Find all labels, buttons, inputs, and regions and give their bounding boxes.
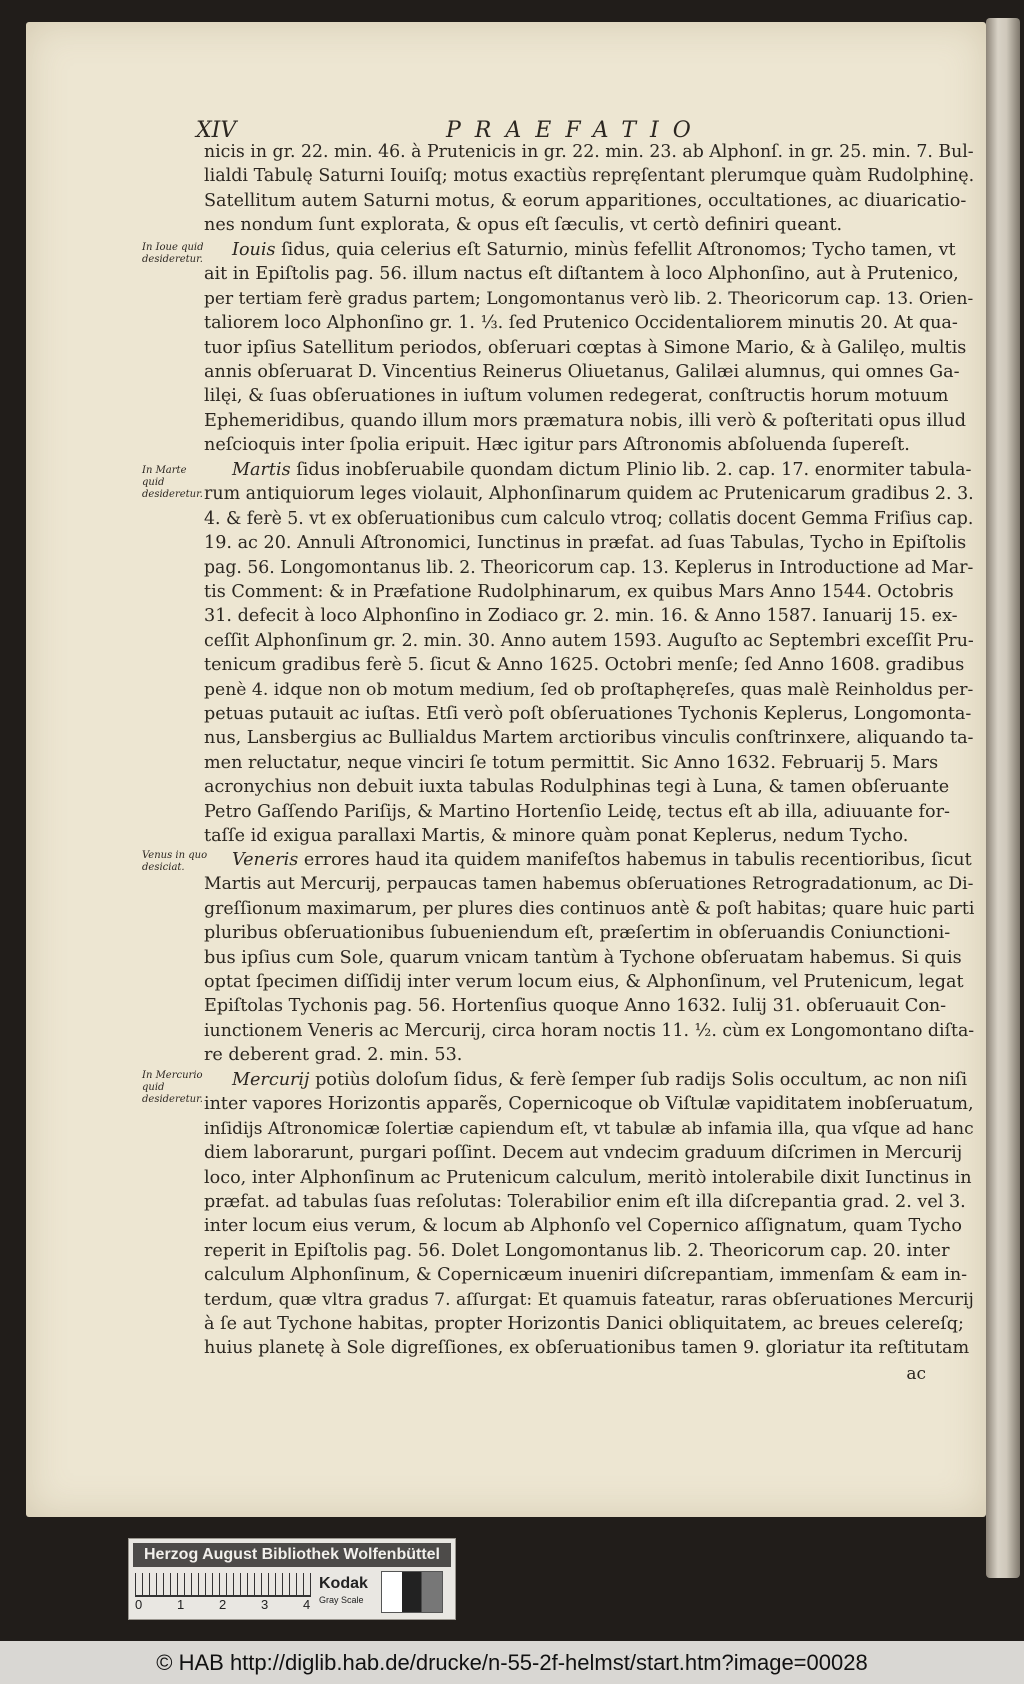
line-text: Petro Gaſſendo Pariſijs, & Martino Hortenſio Leidę, tectus eſt ab illa, adiuuante for-	[204, 801, 950, 822]
text-line	[204, 433, 974, 457]
text-line	[204, 360, 974, 384]
text-line	[204, 994, 974, 1018]
text-line	[204, 164, 974, 188]
line-text: 31. defecit à loco Alphonſino in Zodiaco gr. 2. min. 16. & Anno 1587. Ianuarij 15. ex-	[204, 606, 958, 627]
text-line	[204, 262, 974, 286]
text-line	[204, 287, 974, 311]
running-title: PRAEFATIO	[446, 118, 705, 143]
text-line	[204, 848, 974, 872]
line-text: Epiſtolas Tychonis pag. 56. Hortenſius quoque Anno 1632. Iulij 31. obſeruauit Con-	[204, 996, 947, 1017]
text-line	[204, 1190, 974, 1214]
text-line	[204, 1263, 974, 1287]
paragraph-mercury	[204, 1068, 974, 1361]
line-text: pag. 56. Longomontanus lib. 2. Theoricorum cap. 13. Keplerus in Introductione ad Mar-	[204, 557, 974, 578]
paragraph-lead-word: Iouis	[232, 240, 276, 260]
text-line	[204, 556, 974, 580]
text-line	[204, 1068, 974, 1092]
line-text: calculum Alphonſinum, & Copernicæum inueniri diſcrepantiam, immenſam & eam in-	[204, 1265, 968, 1286]
kodak-gray-scale-label: Gray Scale	[319, 1595, 364, 1605]
text-line	[204, 507, 974, 531]
paragraph-mars	[204, 458, 974, 849]
line-text: tis Comment: & in Præfatione Rudolphinarum, ex quibus Mars Anno 1544. Octobris	[204, 582, 954, 603]
line-text: 4. & ferè 5. vt ex obſeruationibus cum calculo vtroq; collatis docent Gemma Friſius cap.	[204, 508, 974, 529]
paragraph-jupiter	[204, 238, 974, 458]
catchword: ac	[906, 1364, 926, 1384]
line-text: diem laborarunt, purgari poſſint. Decem aut vndecim graduum diſcrimen in Mercurij	[204, 1143, 963, 1164]
text-line	[204, 629, 974, 653]
text-line	[204, 336, 974, 360]
paragraph-venus	[204, 848, 974, 1068]
line-text: à ſe aut Tychone habitas, propter Horizontis Danici obliquitatem, ac breues celereſq;	[204, 1314, 964, 1335]
line-text: optat ſpecimen diſſidij inter verum locum eius, & Alphonſinum, vel Prutenicum, legat	[204, 972, 964, 993]
text-line	[204, 1092, 974, 1116]
line-text: inter locum eius verum, & locum ab Alphonſo vel Copernico aſſignatum, quam Tycho	[204, 1216, 962, 1237]
text-line	[204, 726, 974, 750]
text-line	[204, 213, 974, 237]
text-line	[204, 384, 974, 408]
text-line	[204, 580, 974, 604]
line-text: errores haud ita quidem manifeſtos habemus in tabulis recentioribus, ſicut	[298, 850, 972, 870]
line-text: re deberent grad. 2. min. 53.	[204, 1045, 463, 1066]
scale-label: 2	[219, 1597, 227, 1612]
line-text: ſidus inobſeruabile quondam dictum Plinio lib. 2. cap. 17. enormiter tabula-	[290, 460, 972, 480]
text-line	[204, 140, 974, 164]
line-text: petuas putauit ac iuſtas. Etſi verò poſt obſeruationes Tychonis Keplerus, Longomonta-	[204, 704, 972, 725]
line-text: nus, Lansbergius ac Bullialdus Martem arctioribus vinculis conſtrinxere, aliquando ta-	[204, 728, 974, 749]
line-text: lilęi, & ſuas obſeruationes in iuſtum volumen redegerat, conſtructis horum motuum	[204, 386, 949, 407]
line-text: tenicum gradibus ferè 5. ſicut & Anno 1625. Octobri menſe; ſed Anno 1608. gradibus	[204, 655, 965, 676]
text-line	[204, 531, 974, 555]
line-text: Martis aut Mercurij, perpaucas tamen habemus obſeruationes Retrogradationum, ac Di-	[204, 874, 974, 895]
line-text: lialdi Tabulę Saturni Iouiſq; motus exactiùs repręſentant plerumque quàm Rudolphinę.	[204, 166, 975, 187]
text-line	[204, 800, 974, 824]
margin-note-venus: Venus in quo desiciat.	[142, 850, 208, 873]
text-line	[204, 872, 974, 896]
page-number: XIV	[196, 118, 237, 143]
line-text: annis obſeruarat D. Vincentius Reinerus Oliuetanus, Galilæi alumnus, qui omnes Ga-	[204, 362, 960, 383]
text-line	[204, 1288, 974, 1312]
text-line	[204, 653, 974, 677]
paragraph-saturn	[204, 140, 974, 238]
text-line	[204, 189, 974, 213]
text-line	[204, 238, 974, 262]
text-line	[204, 702, 974, 726]
line-text: inter vapores Horizontis apparẽs, Copernicoque ob Viſtulæ vapiditatem inobſeruatum,	[204, 1094, 974, 1115]
kodak-logo: Kodak	[319, 1575, 368, 1592]
text-line	[204, 1117, 974, 1141]
line-text: pluribus obſeruationibus ſubueniendum eſt, præſertim in obſeruandis Coniunctioni-	[204, 923, 951, 944]
text-line	[204, 824, 974, 848]
line-text: tuor ipſius Satellitum periodos, obſeruari cœptas à Simone Mario, & à Galilęo, multis	[204, 337, 967, 358]
text-line	[204, 482, 974, 506]
line-text: præfat. ad tabulas ſuas reſolutas: Tolerabilior enim eſt illa diſcrepantia grad. 2. vel 3.	[204, 1192, 966, 1213]
paragraph-lead-word: Veneris	[232, 850, 299, 870]
text-line	[204, 921, 974, 945]
line-text: nicis in gr. 22. min. 46. à Prutenicis in gr. 22. min. 23. ab Alphonſ. in gr. 25. min. 7. Bul-	[204, 142, 974, 162]
line-text: greſſionum maximarum, per plures dies continuos antè & poſt habitas; quare huic parti	[204, 898, 975, 919]
text-line	[204, 1214, 974, 1238]
text-line	[204, 1019, 974, 1043]
line-text: taliorem loco Alphonſino gr. 1. ⅓. ſed Prutenico Occidentaliorem minutis 20. At qua-	[204, 313, 958, 334]
line-text: bus ipſius cum Sole, quarum vnicam tantùm à Tychone obſeruatam habemus. Si quis	[204, 947, 962, 968]
book-page	[26, 22, 986, 1517]
line-text: inſidijs Aſtronomicæ ſolertiæ capiendum eſt, vt tabulæ ab infamia illa, qua vſque ad hanc	[204, 1118, 974, 1139]
scale-label: 1	[177, 1597, 185, 1612]
paragraph-lead-word: Martis	[232, 460, 291, 480]
book-page-edge	[986, 18, 1020, 1578]
line-text: per tertiam ferè gradus partem; Longomontanus verò lib. 2. Theoricorum cap. 13. Orien-	[204, 288, 974, 309]
line-text: iunctionem Veneris ac Mercurij, circa horam noctis 11. ½. cùm ex Longomontano diſta-	[204, 1020, 975, 1041]
gray-scale-patches	[381, 1571, 443, 1613]
scale-ruler	[135, 1573, 311, 1597]
paragraph-lead-word: Mercurij	[232, 1070, 310, 1090]
line-text: Ephemeridibus, quando illum mors præmatura nobis, illi verò & poſteritati opus illud	[204, 410, 966, 431]
text-line	[204, 775, 974, 799]
line-text: ait in Epiſtolis pag. 56. illum nactus eſt diſtantem à loco Alphonſino, aut à Prutenico,	[204, 264, 959, 285]
line-text: potiùs doloſum ſidus, & ferè ſemper ſub radijs Solis occultum, ac non niſi	[309, 1070, 968, 1090]
margin-note-mercury: In Mercurio quid desideretur.	[142, 1070, 203, 1105]
scale-label: 4	[303, 1597, 311, 1612]
text-line	[204, 604, 974, 628]
line-text: 19. ac 20. Annuli Aſtronomici, Iunctinus in præfat. ad ſuas Tabulas, Tycho in Epiſtolis	[204, 533, 967, 554]
text-line	[204, 897, 974, 921]
line-text: loco, inter Alphonſinum ac Prutenicum calculum, meritò intolerabile dixit Iunctinus in	[204, 1167, 972, 1188]
line-text: huius planetę à Sole digreſſiones, ex obſeruationibus tamen 9. gloriatur ita reſtitutam	[204, 1338, 970, 1359]
line-text: men reluctatur, neque vinciri ſe totum permittit. Sic Anno 1632. Februarij 5. Mars	[204, 752, 939, 773]
text-line	[204, 678, 974, 702]
text-line	[204, 946, 974, 970]
line-text: Satellitum autem Saturni motus, & eorum apparitiones, occultationes, ac diuaricatio-	[204, 190, 967, 211]
text-line	[204, 311, 974, 335]
line-text: terdum, quæ vltra gradus 7. aſſurgat: Et quamuis fateatur, raras obſeruationes Mercurij	[204, 1289, 974, 1310]
line-text: acronychius non debuit iuxta tabulas Rodulphinas tegi à Luna, & tamen obſeruante	[204, 777, 950, 798]
line-text: taſſe id exigua parallaxi Martis, & minore quàm ponat Keplerus, nedum Tycho.	[204, 826, 909, 847]
line-text: nes nondum ſunt explorata, & opus eſt ſæculis, vt certò definiri queant.	[204, 215, 843, 236]
scale-label: 3	[261, 1597, 269, 1612]
line-text: penè 4. idque non ob motum medium, ſed ob proſtaphęreſes, quas malè Reinholdus per-	[204, 679, 974, 700]
text-line	[204, 1239, 974, 1263]
margin-note-mars: In Marte quid desideretur.	[142, 465, 203, 500]
scale-label: 0	[135, 1597, 143, 1612]
text-line	[204, 751, 974, 775]
text-line	[204, 1043, 974, 1067]
text-line	[204, 1336, 974, 1360]
line-text: rum antiquiorum leges violauit, Alphonſinarum quidem ac Prutenicarum gradibus 2. 3.	[204, 484, 974, 505]
copyright-footer: © HAB http://diglib.hab.de/drucke/n-55-2f-helmst/start.htm?image=00028	[0, 1641, 1024, 1684]
line-text: neſcioquis inter ſpolia eripuit. Hæc igitur pars Aſtronomis abſoluenda ſupereſt.	[204, 435, 910, 456]
line-text: reperit in Epiſtolis pag. 56. Dolet Longomontanus lib. 2. Theoricorum cap. 20. inter	[204, 1240, 950, 1261]
text-line	[204, 1141, 974, 1165]
library-badge	[128, 1538, 456, 1620]
text-line	[204, 1166, 974, 1190]
text-line	[204, 458, 974, 482]
margin-note-jupiter: In Ioue quid desideretur.	[142, 242, 204, 265]
line-text: ſidus, quia celerius eſt Saturnio, minùs fefellit Aſtronomos; Tycho tamen, vt	[275, 240, 956, 260]
library-name: Herzog August Bibliothek Wolfenbüttel	[133, 1543, 451, 1567]
line-text: ceſſit Alphonſinum gr. 2. min. 30. Anno autem 1593. Auguſto ac Septembri exceſſit Pru-	[204, 630, 974, 651]
text-line	[204, 409, 974, 433]
text-line	[204, 1312, 974, 1336]
text-line	[204, 970, 974, 994]
